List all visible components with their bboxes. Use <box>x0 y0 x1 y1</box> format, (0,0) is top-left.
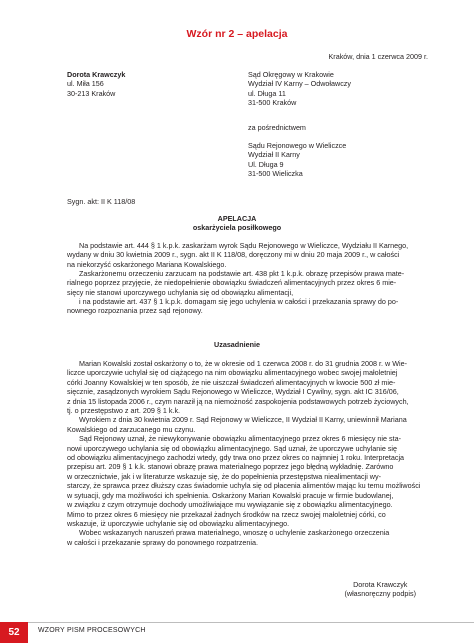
sender-city: 30-213 Kraków <box>67 88 116 98</box>
sender-block <box>67 70 125 98</box>
petition-line: rialnego poprzez przyjęcie, że niedopełnienie obowiązku świadczeń alimentacyjnych przez okres 6 mie- <box>67 278 397 288</box>
via-label: za pośrednictwem <box>248 123 306 132</box>
petition-line: wydany w dniu 30 kwietnia 2009 r., sygn. akt II K 118/08, doręczony mi w dniu 20 maja 2009 r., w całości <box>67 250 400 260</box>
body-line: przepisu art. 209 § 1 k.k. stanowi obrazę prawa materialnego poprzez jego błędną wykładnię. Zarówno <box>67 462 394 472</box>
body-line: od obowiązku alimentacyjnego zachodzi wtedy, gdy trwa ono przez okres co najmniej 1 roku. Interpretacja <box>67 453 405 463</box>
petition-line: i na podstawie art. 437 § 1 k.p.k. domagam się jego uchylenia w całości i przekazania sprawy do po- <box>79 297 399 307</box>
signature-note: (własnoręczny podpis) <box>344 589 416 599</box>
recipient-division: Wydział IV Karny – Odwoławczy <box>248 79 351 89</box>
via-court-name: Sądu Rejonowego w Wieliczce <box>248 141 347 150</box>
body-line: wskazuje, iż uporczywie uchylanie się od obowiązku alimentacyjnego. <box>67 518 290 528</box>
via-court-city: 31-500 Wieliczka <box>248 169 303 179</box>
justification-heading: Uzasadnienie <box>214 340 260 349</box>
page-number-badge <box>0 622 28 643</box>
body-line: liczce uporczywie uchylał się od ciążącego na nim obowiązku alimentacyjnego wobec swojej małoletniej <box>67 368 398 378</box>
document-title: Wzór nr 2 – apelacja <box>186 28 288 40</box>
body-line: Sąd Rejonowy uznał, że niewykonywanie obowiązku alimentacyjnego przez okres 6 miesięcy nie sta- <box>79 434 402 444</box>
recipient-court: Sąd Okręgowy w Krakowie <box>248 70 334 79</box>
body-line: z dnia 15 listopada 2006 r., czym naraził ją na niemożność zaspokojenia podstawowych potrzeb życiowych, <box>67 396 409 406</box>
body-line: Marian Kowalski został oskarżony o to, że w okresie od 1 czerwca 2008 r. do 31 grudnia 2008 r. w Wie- <box>79 359 407 368</box>
petition-text <box>67 241 408 316</box>
body-line: córki Joanny Kowalskiej w ten sposób, że nie uiszczał świadczeń alimentacyjnych w kwocie 500 zł mie- <box>67 377 396 387</box>
justification-text <box>67 359 420 547</box>
body-line: nowi uporczywego uchylania się od obowiązku alimentacyjnego. Sąd uznał, że uporczywe uchylanie się <box>67 443 398 453</box>
body-line: sięcznie, zasądzonych wyrokiem Sądu Rejonowego w Wieliczce, Wydział I Cywilny, sygn. akt IC 316/06, <box>67 387 399 397</box>
recipient-block <box>248 70 351 107</box>
body-line: starczy, że sprawca przez dłuższy czas świadomie uchyla się od płacenia alimentów mając ku temu możliwości <box>67 481 421 491</box>
body-line: Kowalskiego od zarzucanego mu czynu. <box>67 424 196 434</box>
petition-line: na niekorzyść oskarżonego Mariana Kowalskiego. <box>67 259 227 269</box>
body-line: w sytuacji, gdy ma możliwości ich spełnienia. Oskarżony Marian Kowalski pracuje w firmie budowlanej, <box>67 490 394 500</box>
petition-line: sięcy nie stanowi uporczywego uchylania się od obowiązku alimentacji, <box>67 287 294 297</box>
via-court-division: Wydział II Karny <box>248 150 300 160</box>
via-court-street: Ul. Długa 9 <box>248 159 284 169</box>
petition-line: Zaskarżonemu orzeczeniu zarzucam na podstawie art. 438 pkt 1 k.p.k. obrazę przepisów prawa mate- <box>79 269 405 279</box>
sender-name: Dorota Krawczyk <box>67 70 126 79</box>
heading-sub: oskarżyciela posiłkowego <box>192 223 282 232</box>
petition-line: nownego rozpoznania przez sąd rejonowy. <box>67 306 203 316</box>
heading-main: APELACJA <box>217 214 257 223</box>
body-line: w całości i przekazanie sprawy do ponownego rozpatrzenia. <box>67 537 258 547</box>
case-number: Sygn. akt: II K 118/08 <box>67 197 136 206</box>
footer-divider <box>28 622 474 623</box>
place-date: Kraków, dnia 1 czerwca 2009 r. <box>328 52 428 61</box>
petition-line: Na podstawie art. 444 § 1 k.p.k. zaskarżam wyrok Sądu Rejonowego w Wieliczce, Wydziału II Karnego, <box>79 241 409 250</box>
page-number: 52 <box>8 627 20 638</box>
recipient-street: ul. Długa 11 <box>248 88 286 98</box>
body-line: Wobec wskazanych naruszeń prawa materialnego, wnoszę o uchylenie zaskarżonego orzeczenia <box>79 528 390 538</box>
sender-street: ul. Miła 156 <box>67 79 104 89</box>
body-line: w związku z czym otrzymuje dochody umożliwiające mu wywiązanie się z obowiązku alimentacyjnego. <box>67 500 393 510</box>
signature-block <box>344 580 416 599</box>
footer-section-title: WZORY PISM PROCESOWYCH <box>38 627 146 634</box>
via-court-block <box>248 141 346 178</box>
body-line: w orzecznictwie, jak i w literaturze wskazuje się, że do popełnienia przestępstwa niealimentacji wy- <box>67 471 381 481</box>
recipient-city: 31-500 Kraków <box>248 98 297 108</box>
body-line: tj. o przestępstwo z art. 209 § 1 k.k. <box>67 406 181 416</box>
signature-name: Dorota Krawczyk <box>353 580 408 589</box>
body-line: Wyrokiem z dnia 30 kwietnia 2009 r. Sąd Rejonowy w Wieliczce, II Wydział II Karny, uniewinnił Mariana <box>79 415 407 425</box>
body-line: Mimo to przez okres 6 miesięcy nie przekazał żadnych środków na rzecz swojej małoletniej córki, co <box>67 509 386 519</box>
